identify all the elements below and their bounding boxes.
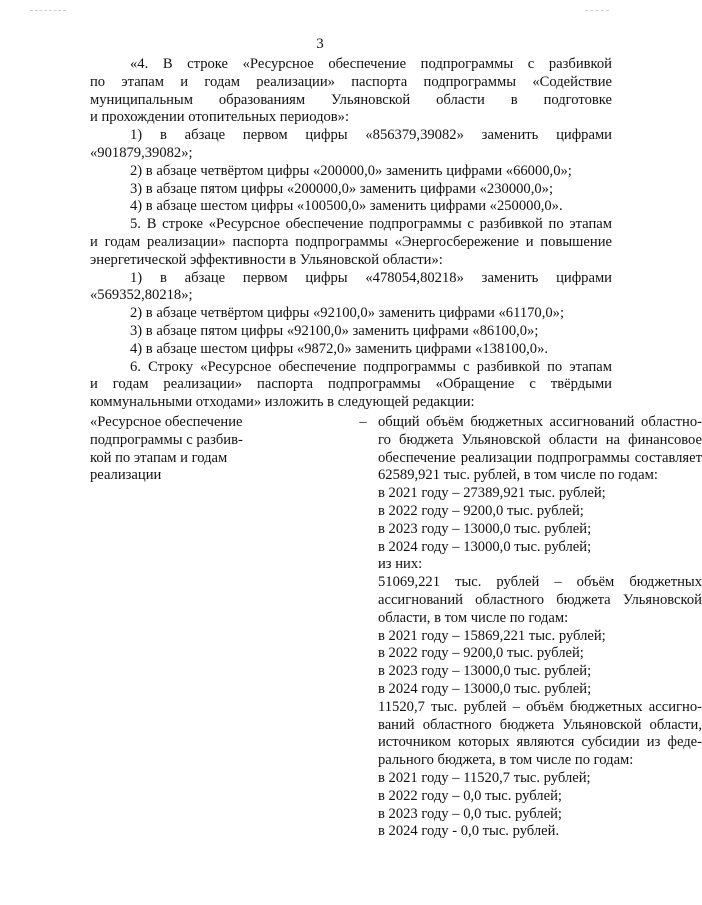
paragraph-line: 3) в абзаце пятом цифры «200000,0» заменить цифрами «230000,0»;: [130, 180, 554, 197]
table-right-line: в 2021 году – 15869,221 тыс. рублей;: [378, 627, 606, 644]
paragraph-line: и годам реализации» паспорта подпрограммы «Обращение с твёрдыми: [90, 376, 612, 393]
table-left-line: подпрограммы с разбив-: [90, 431, 243, 448]
table-right-line: в 2023 году – 13000,0 тыс. рублей;: [378, 663, 592, 680]
paragraph-line: 2) в абзаце четвёртом цифры «200000,0» заменить цифрами «66000,0»;: [130, 162, 572, 179]
paragraph-line: и прохождении отопительных периодов»:: [90, 109, 350, 126]
table-left-column: [90, 414, 258, 485]
paragraph-line: 1) в абзаце первом цифры «478054,80218» заменить цифрами: [130, 269, 612, 286]
paragraph-line: коммунальными отходами» изложить в следующей редакции:: [90, 394, 475, 411]
table-right-line: ваний областного бюджета Ульяновской области,: [378, 716, 702, 733]
table-right-line: в 2024 году - 0,0 тыс. рублей.: [378, 823, 560, 840]
table-right-line: в 2022 году – 9200,0 тыс. рублей;: [378, 645, 584, 662]
table-right-line: области, в том числе по годам:: [378, 609, 569, 626]
table-right-column: [378, 414, 702, 841]
document-body: [90, 56, 612, 412]
paragraph-line: и годам реализации» паспорта подпрограммы «Энергосбережение и повышение: [90, 233, 612, 250]
table-right-line: в 2023 году – 0,0 тыс. рублей;: [378, 805, 562, 822]
scan-mark-right: [585, 10, 609, 11]
table-right-line: источником которых являются субсидии из феде-: [378, 734, 702, 751]
paragraph-line: муниципальным образованиям Ульяновской области в подготовке: [90, 91, 612, 108]
table-right-line: в 2022 году – 0,0 тыс. рублей;: [378, 787, 562, 804]
page-number: 3: [316, 36, 324, 52]
table-right-line: рального бюджета, в том числе по годам:: [378, 752, 634, 769]
paragraph-line: 5. В строке «Ресурсное обеспечение подпрограммы с разбивкой по этапам: [130, 216, 612, 233]
paragraph-line: 2) в абзаце четвёртом цифры «92100,0» заменить цифрами «61170,0»;: [130, 305, 565, 322]
table-right-line: в 2022 году – 9200,0 тыс. рублей;: [378, 502, 584, 519]
scan-mark-left: [30, 10, 66, 11]
table-dash: –: [359, 414, 367, 430]
paragraph-line: энергетической эффективности в Ульяновской области»:: [90, 251, 443, 268]
paragraph-line: 4) в абзаце шестом цифры «100500,0» заменить цифрами «250000,0».: [130, 198, 563, 215]
table-left-line: реализации: [90, 467, 162, 484]
paragraph-line: 3) в абзаце пятом цифры «92100,0» заменить цифрами «86100,0»;: [130, 322, 539, 339]
paragraph-line: «569352,80218»;: [90, 287, 193, 304]
table-right-line: в 2021 году – 27389,921 тыс. рублей;: [378, 485, 606, 502]
table-right-line: 11520,7 тыс. рублей – объём бюджетных ассигно-: [378, 698, 702, 715]
table-right-line: 51069,221 тыс. рублей – объём бюджетных: [378, 574, 702, 591]
table-right-line: обеспечение реализации подпрограммы составляет: [378, 449, 702, 466]
table-right-line: го бюджета Ульяновской области на финансовое: [378, 431, 702, 448]
table-right-line: в 2024 году – 13000,0 тыс. рублей;: [378, 538, 592, 555]
table-left-line: «Ресурсное обеспечение: [90, 414, 243, 430]
table-right-line: 62589,921 тыс. рублей, в том числе по годам:: [378, 467, 658, 484]
paragraph-line: 4) в абзаце шестом цифры «9872,0» заменить цифрами «138100,0».: [130, 340, 549, 357]
paragraph-line: 1) в абзаце первом цифры «856379,39082» заменить цифрами: [130, 127, 612, 144]
table-right-line: ассигнований областного бюджета Ульяновской: [378, 591, 702, 608]
table-right-line: в 2023 году – 13000,0 тыс. рублей;: [378, 520, 592, 537]
paragraph-line: 6. Строку «Ресурсное обеспечение подпрограммы с разбивкой по этапам: [130, 358, 612, 375]
paragraph-line: «901879,39082»;: [90, 144, 193, 161]
table-left-line: кой по этапам и годам: [90, 449, 228, 466]
paragraph-line: «4. В строке «Ресурсное обеспечение подпрограммы с разбивкой: [130, 56, 612, 72]
paragraph-line: по этапам и годам реализации» паспорта подпрограммы «Содействие: [90, 73, 612, 90]
table-right-line: в 2021 году – 11520,7 тыс. рублей;: [378, 769, 591, 786]
table-right-line: общий объём бюджетных ассигнований областно-: [378, 414, 702, 430]
table-right-line: из них:: [378, 556, 423, 573]
table-right-line: в 2024 году – 13000,0 тыс. рублей;: [378, 680, 592, 697]
